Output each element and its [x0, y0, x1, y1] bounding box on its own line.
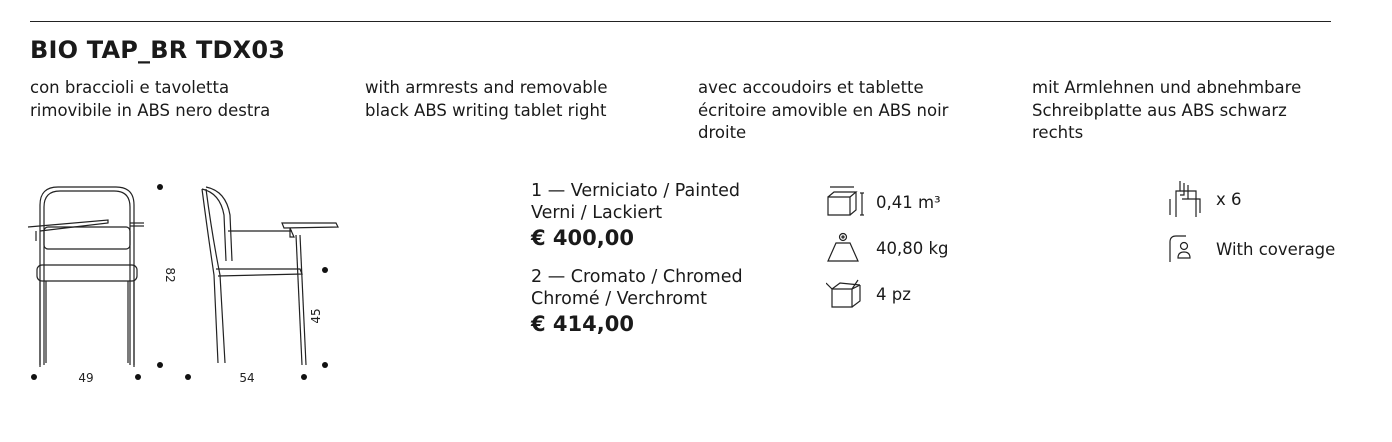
description-italian — [30, 77, 350, 122]
finish-name-translations: Verni / Lackiert — [531, 203, 663, 223]
coverage-icon — [1166, 232, 1208, 266]
finish-price: € 400,00 — [531, 226, 634, 250]
dimension-seat-height: 45 — [309, 308, 323, 324]
box-volume-icon — [826, 185, 868, 219]
description-text: con braccioli e tavoletta rimovibile in ABS nero destra — [30, 78, 271, 120]
spec-weight — [826, 231, 949, 265]
spec-coverage — [1166, 232, 1335, 266]
side-view-drawing — [202, 187, 338, 365]
spec-volume — [826, 185, 941, 219]
description-text: avec accoudoirs et tablette écritoire amovible en ABS noir droite — [698, 78, 949, 142]
stacked-chairs-icon — [1166, 182, 1208, 216]
dimension-height: 82 — [163, 267, 177, 283]
stacking-value: x 6 — [1216, 189, 1242, 209]
finish-price: € 414,00 — [531, 312, 634, 336]
product-title: BIO TAP_BR TDX03 — [30, 36, 286, 64]
weight-value: 40,80 kg — [876, 238, 949, 258]
finish-name-translations: Chromé / Verchromt — [531, 289, 707, 309]
description-french — [698, 77, 1018, 145]
description-english — [365, 77, 685, 122]
front-view-drawing — [28, 187, 144, 367]
pieces-value: 4 pz — [876, 284, 911, 304]
dimension-depth: 54 — [239, 371, 255, 385]
volume-value: 0,41 m³ — [876, 192, 941, 212]
description-text: with armrests and removable black ABS writing tablet right — [365, 78, 608, 120]
finish-option-painted — [531, 180, 791, 252]
spec-pieces — [826, 277, 911, 311]
dimension-width: 49 — [78, 371, 94, 385]
dimension-markers — [31, 184, 328, 380]
description-german — [1032, 77, 1352, 145]
open-box-icon — [826, 277, 868, 311]
coverage-value: With coverage — [1216, 239, 1336, 259]
chair-technical-drawing — [20, 175, 350, 390]
top-divider — [30, 21, 1331, 22]
finish-name: 2 — Cromato / Chromed — [531, 267, 743, 287]
finish-name: 1 — Verniciato / Painted — [531, 181, 740, 201]
weight-icon — [826, 231, 868, 265]
spec-stacking — [1166, 182, 1242, 216]
finish-option-chromed — [531, 266, 791, 338]
description-text: mit Armlehnen und abnehmbare Schreibplatte aus ABS schwarz rechts — [1032, 78, 1302, 142]
